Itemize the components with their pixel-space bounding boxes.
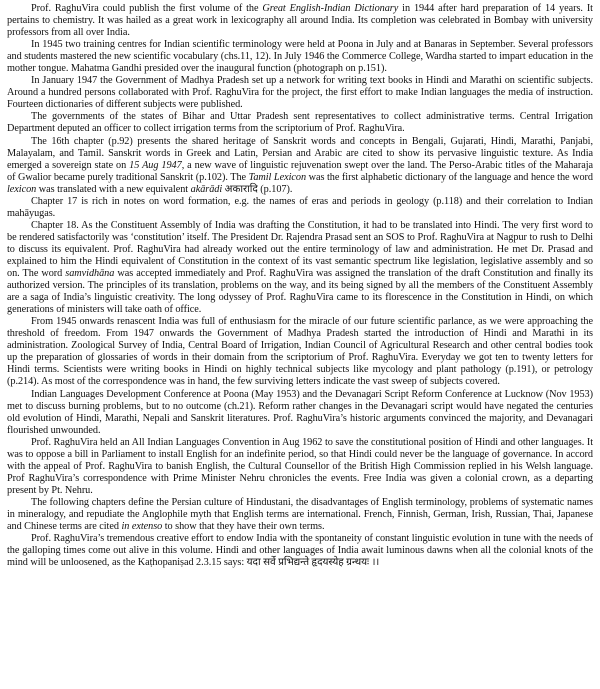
body-paragraph [7,136,593,196]
body-paragraph [7,389,593,437]
body-paragraph [7,533,593,569]
body-paragraph [7,111,593,135]
body-paragraph [7,39,593,75]
text-run: was accepted immediately and Prof. RaghuVira was assigned the translation of the draft Constitution and finally its authorized version. The principles of its translation, problems on the way, and its being signed by all the members of the Constituent Assembly are a saga of India’s linguistic creativity. The long odyssey of Prof. RaghuVira came to its florescence in the Constitution in Hindi, on which generations of ministers will take oath of office. [7,268,593,316]
text-run: Prof. RaghuVira held an All Indian Languages Convention in Aug 1962 to save the constitutional position of Hindi and other languages. It was to oppose a bill in Parliament to install English for an indefinite period, so that Hindi could never be the language of governance. In accord with the appeal of Prof. RaghuVira to banish English, the Cultural Counsellor of the British High Commission replied in his Welsh language. Prof RaghuVira’s correspondence with Prime Minister Nehru chronicles the events. Free India was given a colonial crown, as a departing present by Pt. Nehru. [7,436,593,496]
italic-text: samvidhāna [65,268,115,280]
text-run: , a new wave of linguistic rejuvenation swept over the land. The Perso-Arabic titles of the Maharaja of Gwalior became purely traditional Sanskrit (p.102). The [7,159,593,183]
text-run: In 1945 two training centres for Indian scientific terminology were held at Poona in July and at Banaras in September. Several professors and students mastered the new scientific vocabulary (chs.11, 12). In July 1946 the Commerce College, Wardha started to impart education in the mother tongue. Mahatma Gandhi presided over the inaugural function (photograph on p.151). [7,39,593,75]
text-run: अकारादि (p.107). [222,183,293,195]
italic-text: akārādi [190,183,223,195]
body-paragraph [7,196,593,220]
text-run: in 1944 after hard preparation of 14 years. It pertains to chemistry. It was hailed as a great work in lexicography all around India. Its completion was celebrated in Bombay with university professors from all over India. [7,3,593,39]
text-run: Indian Languages Development Conference at Poona (May 1953) and the Devanagari Script Reform Conference at Lucknow (Nov 1953) met to discuss burning problems, but to no outcome (ch.21). Reform rather changes in the Devanagari script would have negated the centuries old evolution of Hindi, Marathi, Nepali and Sanskrit literatures. Prof. RaghuVira’s historic arguments convinced the majority, and Devanagari flourished unwounded. [7,388,593,436]
text-run: to show that they have their own terms. [162,521,325,533]
text-run: was the first alphabetic dictionary of the language and hence the word [306,171,593,183]
body-paragraph [7,75,593,111]
body-paragraph [7,3,593,39]
body-paragraph [7,316,593,388]
italic-text: 15 Aug 1947 [129,159,182,171]
italic-text: lexicon [7,183,37,195]
text-run: The 16th chapter (p.92) presents the shared heritage of Sanskrit words and concepts in Bengali, Gujarati, Hindi, Marathi, Panjabi, Malayalam, and Tamil. Sanskrit words in Greek and Latin, Persian and Arabic are cited to show its pervasive linguistic texture. As India emerged a sovereign state on [7,135,593,171]
italic-text: in extenso [121,521,163,533]
italic-text: Great English-Indian Dictionary [262,3,399,14]
text-run: Prof. RaghuVira’s tremendous creative effort to endow India with the spontaneity of constant linguistic evolution in tune with the needs of the galloping times come out alive in this volume. Hindi and other languages of India await luminous dawns when all the colonial knots of the mind will be unloosened, as the Kaṭhopaniṣad 2.3.15 says: यदा सर्वे प्रभिद्यन्ते हृदयस्येह ग्रन्थयः ।। [7,533,593,569]
body-paragraph [7,437,593,497]
italic-text: Tamil Lexicon [248,171,307,183]
text-run: In January 1947 the Government of Madhya Pradesh set up a network for writing text books in Hindi and Marathi on scientific subjects. Around a hundred persons collaborated with Prof. RaghuVira for the project, the first effort to make Indian languages the media of instruction. Fourteen dictionaries of different subjects were published. [7,75,593,111]
text-run: Chapter 17 is rich in notes on word formation, e.g. the names of eras and periods in geology (p.118) and their correlation to Indian mahāyugas. [7,195,593,219]
text-run: The governments of the states of Bihar and Uttar Pradesh sent representatives to collect administrative terms. Central Irrigation Department deputed an officer to collect irrigation terms from the scriptorium of Prof. RaghuVira. [7,111,593,135]
text-run: was translated with a new equivalent [36,183,191,195]
body-paragraph [7,220,593,316]
text-run: From 1945 onwards renascent India was full of enthusiasm for the miracle of our future scientific parlance, as we were approaching the threshold of freedom. From 1947 onwards the Government of Madhya Pradesh started the introduction of Hindi and Marathi in its administration. Zoological Survey of India, Central Board of Irrigation, Indian Council of Agricultural Research and other central bodies took up the preparation of glossaries of words in their domain from the scriptorium of Prof. RaghuVira. Everyday we got ten to twenty letters for Hindi terms. Scientists were writing books in Hindi on highly technical subjects like mycology and plant pathology (p.191), or petrology (p.214). As most of the correspondence was in hand, the few surviving letters indicate the vast sweep of subjects covered. [7,316,593,388]
text-run: Chapter 18. As the Constituent Assembly of India was drafting the Constitution, it had to be translated into Hindi. The very first word to be rendered satisfactorily was ‘constitution’ itself. The President Dr. Rajendra Prasad sent an SOS to Prof. RaghuVira at Nagpur to rush to Delhi to discuss its equivalent. Prof. RaghuVira had already worked out the entire terminology of law and administration. He met Dr. Prasad and explained to him the Hindi equivalent of Constitution in the context of its vast semantic spectrum like legislation, legislative assembly and so on. The word [7,219,593,280]
text-run: Prof. RaghuVira could publish the first volume of the [31,3,263,14]
text-run: The following chapters define the Persian culture of Hindustani, the disadvantages of English terminology, problems of systematic names in mineralogy, and repudiate the Anglophile myth that English terms are international. French, Finnish, German, Irish, Russian, Thai, Japanese and Chinese terms are cited [7,496,593,533]
body-paragraph [7,497,593,533]
